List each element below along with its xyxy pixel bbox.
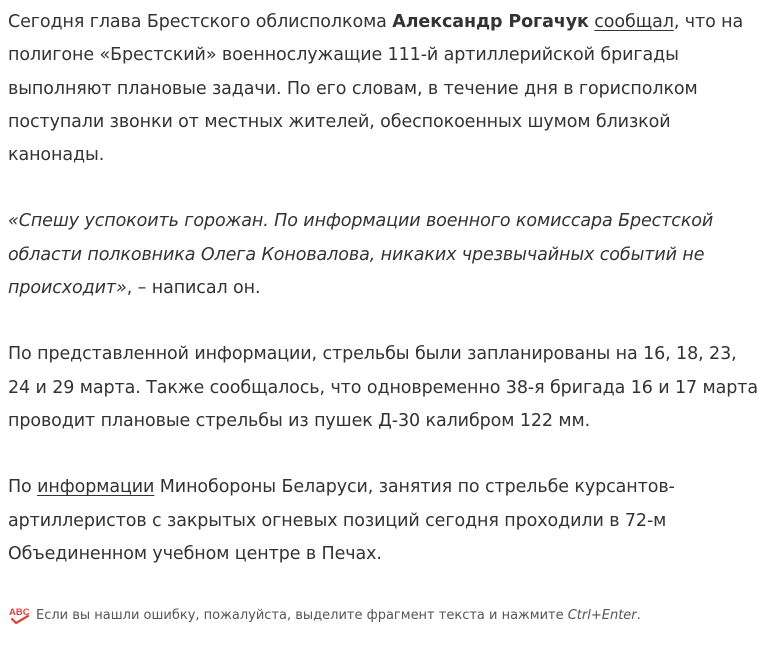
- text-line: выполняют плановые задачи. По его словам, в течение дня в горисполком: [8, 78, 698, 99]
- source-link-reported[interactable]: сообщал: [594, 12, 674, 32]
- text-fragment: , что на: [673, 12, 744, 32]
- error-note-end: .: [636, 607, 641, 623]
- text-line: [8, 6, 768, 39]
- quote-line: области полковника Олега Коновалова, никаких чрезвычайных событий не: [8, 244, 705, 265]
- text-line: проводит плановые стрельбы из пушек Д-30 калибром 122 мм.: [8, 410, 591, 431]
- quote-line: [8, 272, 768, 305]
- error-report-note: [8, 605, 641, 625]
- text-line: По представленной информации, стрельбы были запланированы на 16, 18, 23,: [8, 344, 737, 365]
- person-name-bold: Александр Рогачук: [392, 12, 589, 32]
- spellcheck-abc-icon: [8, 605, 32, 625]
- text-fragment: По: [8, 477, 38, 498]
- svg-text:ABC: ABC: [9, 607, 30, 618]
- quote-line: «Спешу успокоить горожан. По информации военного комиссара Брестской: [8, 211, 714, 232]
- text-line: полигоне «Брестский» военнослужащие 111-й артиллерийской бригады: [8, 45, 679, 66]
- text-fragment: Минобороны Беларуси, занятия по стрельбе курсантов-: [154, 477, 675, 498]
- text-fragment: , – написал он.: [126, 278, 261, 299]
- source-link-information[interactable]: информации: [37, 477, 155, 498]
- paragraph-3: [8, 338, 768, 438]
- paragraph-4: [8, 471, 768, 571]
- text-line: [8, 471, 768, 504]
- keyboard-shortcut: Ctrl+Enter: [567, 607, 637, 623]
- paragraph-1: [8, 6, 768, 172]
- error-note-text: Если вы нашли ошибку, пожалуйста, выделите фрагмент текста и нажмите: [36, 607, 564, 623]
- text-line: канонады.: [8, 145, 105, 166]
- article-body: [8, 6, 768, 604]
- paragraph-2-quote: [8, 205, 768, 305]
- text-line: 24 и 29 марта. Также сообщалось, что одновременно 38-я бригада 16 и 17 марта: [8, 377, 759, 398]
- text-line: поступали звонки от местных жителей, обеспокоенных шумом близкой: [8, 111, 671, 132]
- quote-fragment: происходит»: [8, 278, 127, 299]
- text-line: артиллеристов с закрытых огневых позиций сегодня проходили в 72-м: [8, 510, 667, 531]
- text-fragment: Сегодня глава Брестского облисполкома: [8, 12, 393, 32]
- text-line: Объединенном учебном центре в Печах.: [8, 543, 382, 564]
